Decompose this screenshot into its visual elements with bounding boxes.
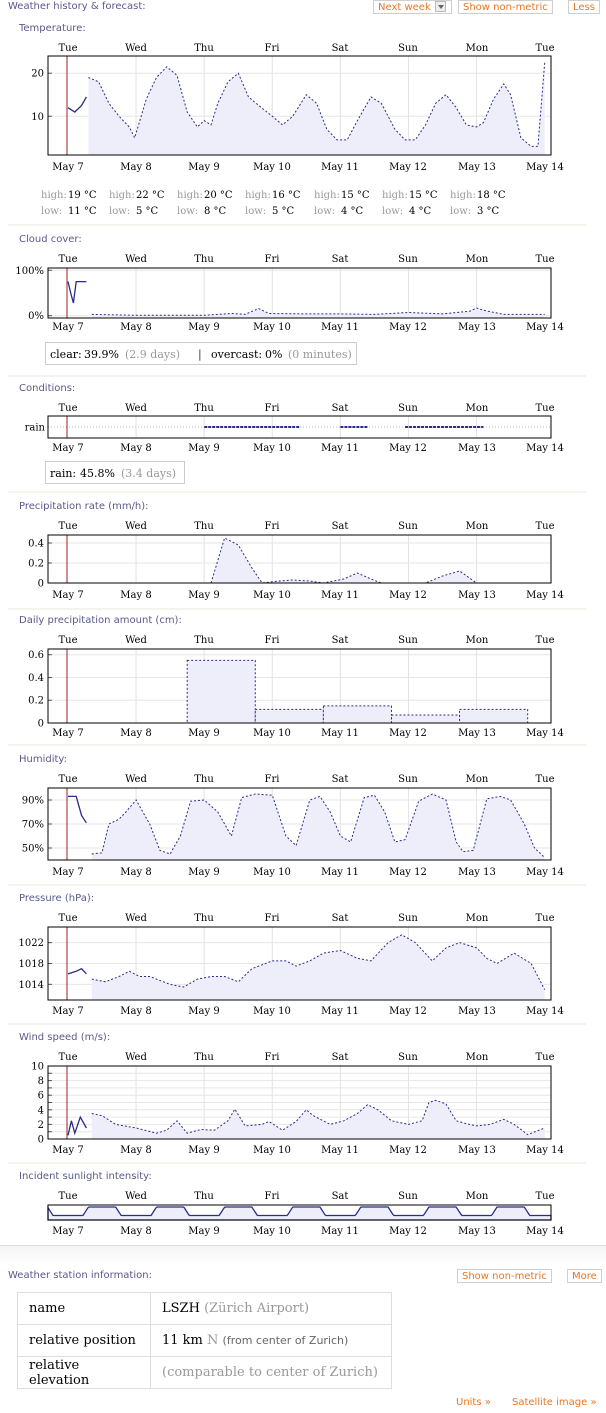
date-label-may-10: May 10: [253, 322, 291, 333]
daily_precip-chart-title: Daily precipitation amount (cm):: [19, 615, 182, 626]
elevation-detail: (comparable to center of Zurich): [162, 1365, 378, 1380]
date-label-may-7: May 7: [52, 1145, 84, 1156]
day-label-sun: Sun: [398, 43, 418, 54]
y-tick-label: 1014: [18, 979, 44, 991]
date-label-may-8: May 8: [120, 162, 152, 173]
day-label-thu: Thu: [194, 43, 214, 54]
date-label-may-8: May 8: [120, 1226, 152, 1237]
date-label-may-8: May 8: [120, 590, 152, 601]
day-label-tue: Tue: [535, 1052, 555, 1063]
date-label-may-13: May 13: [458, 322, 496, 333]
day-label-sun: Sun: [398, 1191, 418, 1202]
date-label-may-11: May 11: [321, 443, 359, 454]
high-label: high:: [382, 190, 408, 201]
daily-high-value: 22 °C: [136, 190, 165, 201]
day-label-tue: Tue: [535, 254, 555, 265]
y-tick-label: 50%: [21, 843, 44, 855]
date-label-may-12: May 12: [389, 1145, 427, 1156]
date-label-may-9: May 9: [188, 322, 220, 333]
position-distance: 11 km: [162, 1333, 203, 1348]
date-label-may-7: May 7: [52, 322, 84, 333]
station-full-name: (Zürich Airport): [204, 1301, 310, 1316]
day-label-fri: Fri: [264, 1052, 280, 1063]
daily-low-value: 11 °C: [68, 206, 97, 217]
day-label-thu: Thu: [194, 254, 214, 265]
daily-low-value: 3 °C: [477, 206, 500, 217]
rain-label: rain:: [50, 467, 77, 480]
date-label-may-8: May 8: [120, 867, 152, 878]
table-row: [18, 1325, 392, 1357]
y-tick-label: 0%: [28, 311, 44, 323]
date-label-may-14: May 14: [526, 590, 564, 601]
day-label-fri: Fri: [264, 913, 280, 924]
date-label-may-8: May 8: [120, 443, 152, 454]
position-direction: N: [207, 1333, 219, 1348]
day-label-wed: Wed: [125, 774, 147, 785]
day-label-wed: Wed: [125, 43, 147, 54]
date-label-may-7: May 7: [52, 443, 84, 454]
day-label-fri: Fri: [264, 254, 280, 265]
day-label-sat: Sat: [331, 774, 349, 785]
date-label-may-7: May 7: [52, 162, 84, 173]
date-label-may-10: May 10: [253, 162, 291, 173]
date-label-may-10: May 10: [253, 728, 291, 739]
date-label-may-8: May 8: [120, 728, 152, 739]
day-label-sun: Sun: [398, 774, 418, 785]
date-label-may-10: May 10: [253, 1006, 291, 1017]
date-label-may-14: May 14: [526, 1145, 564, 1156]
day-label-tue: Tue: [58, 774, 78, 785]
day-label-sat: Sat: [331, 43, 349, 54]
day-label-fri: Fri: [264, 635, 280, 646]
sunlight-chart-title: Incident sunlight intensity:: [19, 1171, 152, 1182]
y-tick-label: 0: [37, 1134, 44, 1146]
day-label-thu: Thu: [194, 1191, 214, 1202]
clear-detail: (2.9 days): [125, 348, 181, 361]
date-label-may-13: May 13: [458, 1006, 496, 1017]
date-label-may-13: May 13: [458, 443, 496, 454]
y-tick-label: 4: [37, 1105, 44, 1117]
y-tick-label: 1018: [18, 959, 44, 970]
date-label-may-13: May 13: [458, 590, 496, 601]
station-name-key: name: [18, 1293, 151, 1325]
daily-high-value: 18 °C: [477, 190, 506, 201]
show-nonmetric-button[interactable]: Show non-metric: [458, 0, 553, 14]
y-tick-label: 0.4: [28, 538, 44, 550]
low-label: low:: [382, 206, 404, 217]
day-label-sun: Sun: [398, 913, 418, 924]
date-label-may-11: May 11: [321, 322, 359, 333]
high-label: high:: [109, 190, 135, 201]
day-label-thu: Thu: [194, 635, 214, 646]
date-label-may-9: May 9: [188, 1006, 220, 1017]
date-label-may-10: May 10: [253, 1226, 291, 1237]
day-label-wed: Wed: [125, 1052, 147, 1063]
date-label-may-10: May 10: [253, 1145, 291, 1156]
date-label-may-10: May 10: [253, 590, 291, 601]
day-label-mon: Mon: [465, 774, 489, 785]
date-label-may-11: May 11: [321, 162, 359, 173]
position-detail: (from center of Zurich): [222, 1334, 349, 1347]
cloud-chart-title: Cloud cover:: [19, 234, 82, 245]
y-tick-label: 1022: [18, 938, 44, 950]
relative-position-value: [151, 1325, 392, 1357]
date-label-may-7: May 7: [52, 590, 84, 601]
y-tick-label: 0.4: [28, 672, 44, 684]
weather-history-title: Weather history & forecast:: [8, 1, 146, 12]
day-label-fri: Fri: [264, 521, 280, 532]
day-label-wed: Wed: [125, 913, 147, 924]
day-label-tue: Tue: [58, 254, 78, 265]
y-tick-label: 6: [37, 1090, 44, 1102]
table-row: [18, 1293, 392, 1325]
day-label-mon: Mon: [465, 254, 489, 265]
low-label: low:: [450, 206, 472, 217]
date-label-may-11: May 11: [321, 1226, 359, 1237]
daily-low-value: 5 °C: [272, 206, 295, 217]
daily-high-value: 19 °C: [68, 190, 97, 201]
date-label-may-12: May 12: [389, 1006, 427, 1017]
day-label-sun: Sun: [398, 403, 418, 414]
date-label-may-8: May 8: [120, 1006, 152, 1017]
daily-high-value: 16 °C: [272, 190, 301, 201]
day-label-sat: Sat: [331, 1052, 349, 1063]
pressure-chart-title: Pressure (hPa):: [19, 893, 95, 904]
date-label-may-7: May 7: [52, 867, 84, 878]
relative-position-key: relative position: [18, 1325, 151, 1357]
day-label-mon: Mon: [465, 403, 489, 414]
y-tick-label: 0.2: [28, 558, 44, 570]
date-label-may-11: May 11: [321, 590, 359, 601]
day-label-tue: Tue: [535, 403, 555, 414]
overcast-label: overcast:: [211, 348, 263, 361]
daily-precip-bar: [187, 660, 255, 723]
high-label: high:: [41, 190, 67, 201]
day-label-thu: Thu: [194, 1052, 214, 1063]
clear-label: clear:: [50, 348, 82, 361]
low-label: low:: [177, 206, 199, 217]
relative-elevation-value: [151, 1357, 392, 1389]
day-label-sat: Sat: [331, 635, 349, 646]
date-label-may-8: May 8: [120, 1145, 152, 1156]
daily-precip-bar: [323, 706, 391, 723]
table-row: [18, 1357, 392, 1389]
date-label-may-7: May 7: [52, 1006, 84, 1017]
y-tick-label: 0.2: [28, 695, 44, 707]
date-label-may-11: May 11: [321, 1145, 359, 1156]
date-label-may-9: May 9: [188, 443, 220, 454]
low-label: low:: [109, 206, 131, 217]
date-label-may-9: May 9: [188, 1145, 220, 1156]
station-info-table: [17, 1292, 392, 1389]
day-label-mon: Mon: [465, 521, 489, 532]
date-label-may-8: May 8: [120, 322, 152, 333]
day-label-fri: Fri: [264, 43, 280, 54]
day-label-sat: Sat: [331, 521, 349, 532]
units-link[interactable]: Units »: [456, 1397, 491, 1408]
rain-value: 45.8%: [80, 467, 115, 480]
high-label: high:: [177, 190, 203, 201]
y-tick-label: 20: [31, 68, 44, 80]
daily-low-value: 5 °C: [136, 206, 159, 217]
date-label-may-9: May 9: [188, 162, 220, 173]
day-label-tue: Tue: [535, 1191, 555, 1202]
next-week-label: Next week: [378, 2, 431, 13]
daily-high-value: 15 °C: [409, 190, 438, 201]
y-tick-label: 0.6: [28, 650, 44, 662]
clear-value: 39.9%: [84, 348, 119, 361]
satellite-image-link[interactable]: Satellite image »: [512, 1397, 597, 1408]
high-label: high:: [450, 190, 476, 201]
precip_rate-plot-background: [48, 535, 551, 583]
low-label: low:: [41, 206, 63, 217]
day-label-thu: Thu: [194, 403, 214, 414]
station-code: LSZH: [162, 1301, 200, 1316]
daily-high-value: 15 °C: [341, 190, 370, 201]
date-label-may-14: May 14: [526, 1006, 564, 1017]
precip_rate-chart-title: Precipitation rate (mm/h):: [19, 501, 149, 512]
daily-precip-bar: [460, 709, 528, 723]
day-label-thu: Thu: [194, 913, 214, 924]
date-label-may-12: May 12: [389, 443, 427, 454]
day-label-thu: Thu: [194, 521, 214, 532]
date-label-may-13: May 13: [458, 1145, 496, 1156]
date-label-may-10: May 10: [253, 867, 291, 878]
overcast-detail: (0 minutes): [288, 348, 352, 361]
day-label-tue: Tue: [58, 521, 78, 532]
date-label-may-10: May 10: [253, 443, 291, 454]
day-label-sat: Sat: [331, 913, 349, 924]
date-label-may-12: May 12: [389, 867, 427, 878]
y-tick-label: 0: [37, 718, 44, 730]
station-info-title: Weather station information:: [8, 1270, 152, 1281]
station-more-button[interactable]: More: [567, 1269, 602, 1283]
y-tick-label: 2: [37, 1119, 44, 1131]
less-button[interactable]: Less: [568, 0, 600, 14]
summary-separator: |: [198, 348, 202, 361]
day-label-wed: Wed: [125, 521, 147, 532]
y-tick-label: 8: [37, 1076, 44, 1088]
day-label-wed: Wed: [125, 635, 147, 646]
date-label-may-14: May 14: [526, 162, 564, 173]
date-label-may-13: May 13: [458, 1226, 496, 1237]
day-label-mon: Mon: [465, 1191, 489, 1202]
day-label-mon: Mon: [465, 913, 489, 924]
date-label-may-14: May 14: [526, 322, 564, 333]
day-label-tue: Tue: [58, 913, 78, 924]
date-label-may-11: May 11: [321, 728, 359, 739]
daily-precip-bar: [255, 709, 323, 723]
overcast-value: 0%: [265, 348, 283, 361]
day-label-sat: Sat: [331, 254, 349, 265]
day-label-sun: Sun: [398, 254, 418, 265]
y-tick-label: 10: [31, 111, 44, 123]
day-label-tue: Tue: [535, 635, 555, 646]
station-section-bar: [0, 1245, 606, 1264]
high-label: high:: [314, 190, 340, 201]
date-label-may-14: May 14: [526, 867, 564, 878]
day-label-tue: Tue: [535, 774, 555, 785]
day-label-fri: Fri: [264, 774, 280, 785]
day-label-tue: Tue: [535, 521, 555, 532]
date-label-may-9: May 9: [188, 728, 220, 739]
date-label-may-13: May 13: [458, 728, 496, 739]
day-label-tue: Tue: [58, 635, 78, 646]
date-label-may-12: May 12: [389, 728, 427, 739]
date-label-may-13: May 13: [458, 162, 496, 173]
day-label-wed: Wed: [125, 403, 147, 414]
day-label-tue: Tue: [535, 913, 555, 924]
day-label-sun: Sun: [398, 1052, 418, 1063]
relative-elevation-key: relative elevation: [18, 1357, 151, 1389]
date-label-may-14: May 14: [526, 443, 564, 454]
temperature-chart-title: Temperature:: [19, 23, 86, 34]
daily-low-value: 4 °C: [409, 206, 432, 217]
station-show-nonmetric-button[interactable]: Show non-metric: [457, 1269, 552, 1283]
low-label: low:: [314, 206, 336, 217]
date-label-may-11: May 11: [321, 867, 359, 878]
date-label-may-9: May 9: [188, 1226, 220, 1237]
daily-high-value: 20 °C: [204, 190, 233, 201]
day-label-mon: Mon: [465, 1052, 489, 1063]
day-label-fri: Fri: [264, 1191, 280, 1202]
high-label: high:: [245, 190, 271, 201]
day-label-thu: Thu: [194, 774, 214, 785]
low-label: low:: [245, 206, 267, 217]
rain-detail: (3.4 days): [121, 467, 177, 480]
date-label-may-12: May 12: [389, 322, 427, 333]
y-tick-label: 100%: [15, 265, 44, 277]
day-label-sun: Sun: [398, 635, 418, 646]
rain-category-label: rain: [24, 422, 45, 434]
y-tick-label: 0: [37, 578, 44, 590]
daily-precip-bar: [391, 715, 459, 723]
date-label-may-14: May 14: [526, 1226, 564, 1237]
day-label-mon: Mon: [465, 635, 489, 646]
date-label-may-9: May 9: [188, 590, 220, 601]
station-name-value: [151, 1293, 392, 1325]
date-label-may-7: May 7: [52, 728, 84, 739]
day-label-wed: Wed: [125, 254, 147, 265]
date-label-may-13: May 13: [458, 867, 496, 878]
daily-low-value: 8 °C: [204, 206, 227, 217]
humidity-chart-title: Humidity:: [19, 754, 67, 765]
date-label-may-14: May 14: [526, 728, 564, 739]
date-label-may-11: May 11: [321, 1006, 359, 1017]
day-label-sat: Sat: [331, 403, 349, 414]
date-label-may-12: May 12: [389, 590, 427, 601]
day-label-wed: Wed: [125, 1191, 147, 1202]
day-label-fri: Fri: [264, 403, 280, 414]
day-label-tue: Tue: [58, 43, 78, 54]
date-label-may-7: May 7: [52, 1226, 84, 1237]
day-label-tue: Tue: [58, 403, 78, 414]
date-label-may-12: May 12: [389, 1226, 427, 1237]
y-tick-label: 90%: [21, 795, 44, 807]
day-label-tue: Tue: [58, 1191, 78, 1202]
wind-chart-title: Wind speed (m/s):: [19, 1032, 111, 1043]
daily-low-value: 4 °C: [341, 206, 364, 217]
day-label-tue: Tue: [535, 43, 555, 54]
day-label-tue: Tue: [58, 1052, 78, 1063]
day-label-mon: Mon: [465, 43, 489, 54]
day-label-sat: Sat: [331, 1191, 349, 1202]
day-label-sun: Sun: [398, 521, 418, 532]
y-tick-label: 70%: [21, 819, 44, 831]
date-label-may-12: May 12: [389, 162, 427, 173]
y-tick-label: 10: [31, 1061, 44, 1073]
date-label-may-9: May 9: [188, 867, 220, 878]
conditions-chart-title: Conditions:: [19, 383, 76, 394]
